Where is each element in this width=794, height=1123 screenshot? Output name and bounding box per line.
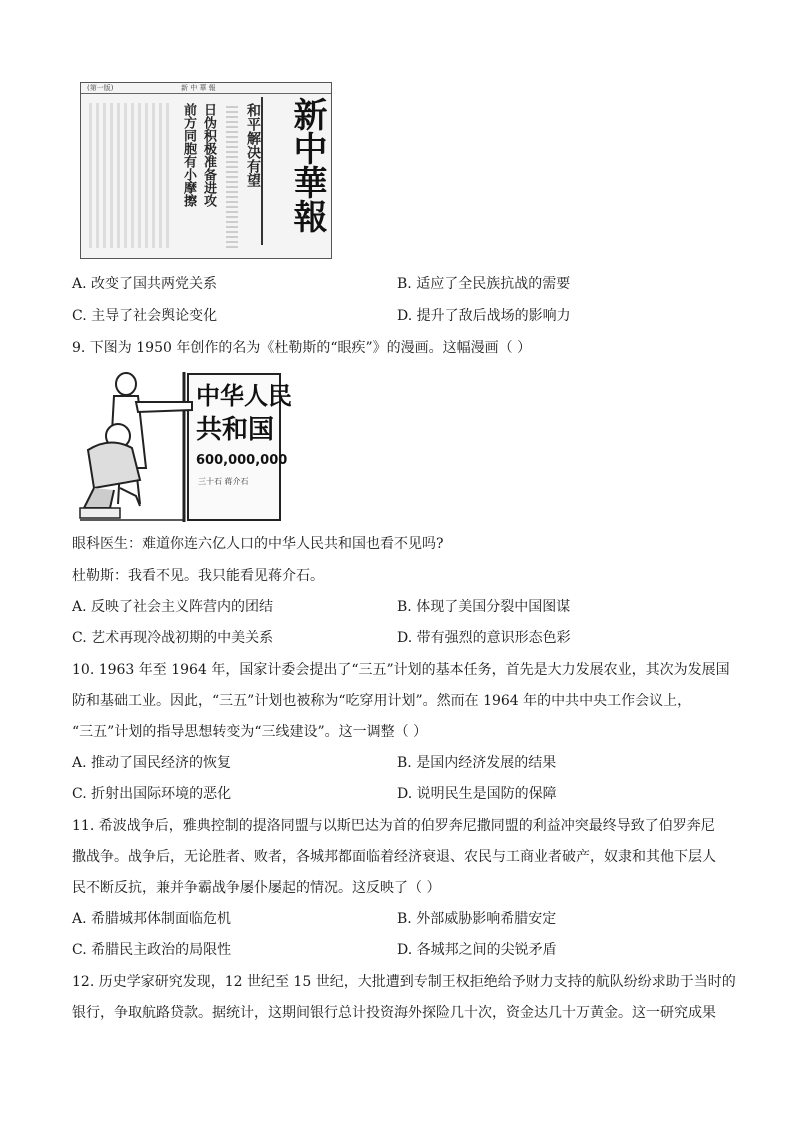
q10-option-d: D. 说明民生是国防的保障 — [397, 786, 557, 802]
q9-option-b: B. 体现了美国分裂中国图谋 — [397, 599, 571, 615]
q9-option-d: D. 带有强烈的意识形态色彩 — [397, 630, 571, 646]
cartoon-number: 600,000,000 — [196, 453, 288, 468]
newspaper-header-mid: 新 中 華 報 — [181, 84, 216, 92]
cartoon-image — [80, 372, 292, 522]
q10-option-c: C. 折射出国际环境的恶化 — [72, 786, 232, 802]
q8-option-b: B. 适应了全民族抗战的需要 — [397, 276, 571, 292]
q9-dialogue-1: 眼科医生：难道你连六亿人口的中华人民共和国也看不见吗? — [72, 536, 444, 552]
q8-option-a: A. 改变了国共两党关系 — [72, 276, 218, 292]
newspaper-header-left: (第一版) — [87, 84, 114, 92]
q10-line-3: “三五”计划的指导思想转变为“三线建设”。这一调整（ ） — [72, 724, 428, 740]
q10-option-a: A. 推动了国民经济的恢复 — [72, 755, 232, 771]
q11-line-3: 民不断反抗，兼并争霸战争屡仆屡起的情况。这反映了（ ） — [72, 880, 441, 896]
newspaper-image — [80, 82, 332, 259]
q11-option-b: B. 外部威胁影响希腊安定 — [397, 911, 557, 927]
q9-dialogue-2: 杜勒斯：我看不见。我只能看见蒋介石。 — [72, 568, 324, 584]
q11-option-a: A. 希腊城邦体制面临危机 — [72, 911, 232, 927]
newspaper-header — [81, 83, 331, 94]
q11-line-1: 11. 希波战争后，雅典控制的提洛同盟与以斯巴达为首的伯罗奔尼撒同盟的利益冲突最终导致了伯罗奔尼 — [72, 818, 715, 834]
cartoon-small-text: 三十石 蒋介石 — [198, 477, 249, 486]
q10-line-2: 防和基础工业。因此，“三五”计划也被称为“吃穿用计划”。然而在 1964 年的中共中央工作会议上， — [72, 693, 692, 709]
newspaper-masthead: 新中華報 — [261, 97, 325, 245]
newspaper-headline-2: 日伪积极准备进攻 — [201, 103, 216, 207]
newspaper-headline-1: 和平解决有望 — [245, 103, 261, 187]
q9-option-c: C. 艺术再现冷战初期的中美关系 — [72, 630, 274, 646]
q11-option-c: C. 希腊民主政治的局限性 — [72, 942, 232, 958]
q12-line-2: 银行，争取航路贷款。据统计，这期间银行总计投资海外探险几十次，资金达几十万黄金。这一研究成果 — [72, 1005, 716, 1021]
q11-line-2: 撒战争。战争后，无论胜者、败者，各城邦都面临着经济衰退、农民与工商业者破产，奴隶和其他下层人 — [72, 849, 716, 865]
q9-option-a: A. 反映了社会主义阵营内的团结 — [72, 599, 274, 615]
q8-option-d: D. 提升了敌后战场的影响力 — [397, 308, 571, 324]
cartoon-text-line2: 共和国 — [196, 415, 275, 445]
newspaper-headline-3: 前方同胞有小摩擦 — [181, 103, 196, 207]
cartoon-text-line1: 中华人民 — [196, 382, 292, 410]
q10-option-b: B. 是国内经济发展的结果 — [397, 755, 557, 771]
q9-stem: 9. 下图为 1950 年创作的名为《杜勒斯的“眼疾”》的漫画。这幅漫画（ ） — [72, 340, 532, 356]
q11-option-d: D. 各城邦之间的尖锐矛盾 — [397, 942, 557, 958]
q12-line-1: 12. 历史学家研究发现，12 世纪至 15 世纪，大批遭到专制王权拒绝给予财力支持的航队纷纷求助于当时的 — [72, 974, 736, 990]
q10-line-1: 10. 1963 年至 1964 年，国家计委会提出了“三五”计划的基本任务，首先是大力发展农业，其次为发展国 — [72, 662, 730, 678]
q8-option-c: C. 主导了社会舆论变化 — [72, 308, 218, 324]
